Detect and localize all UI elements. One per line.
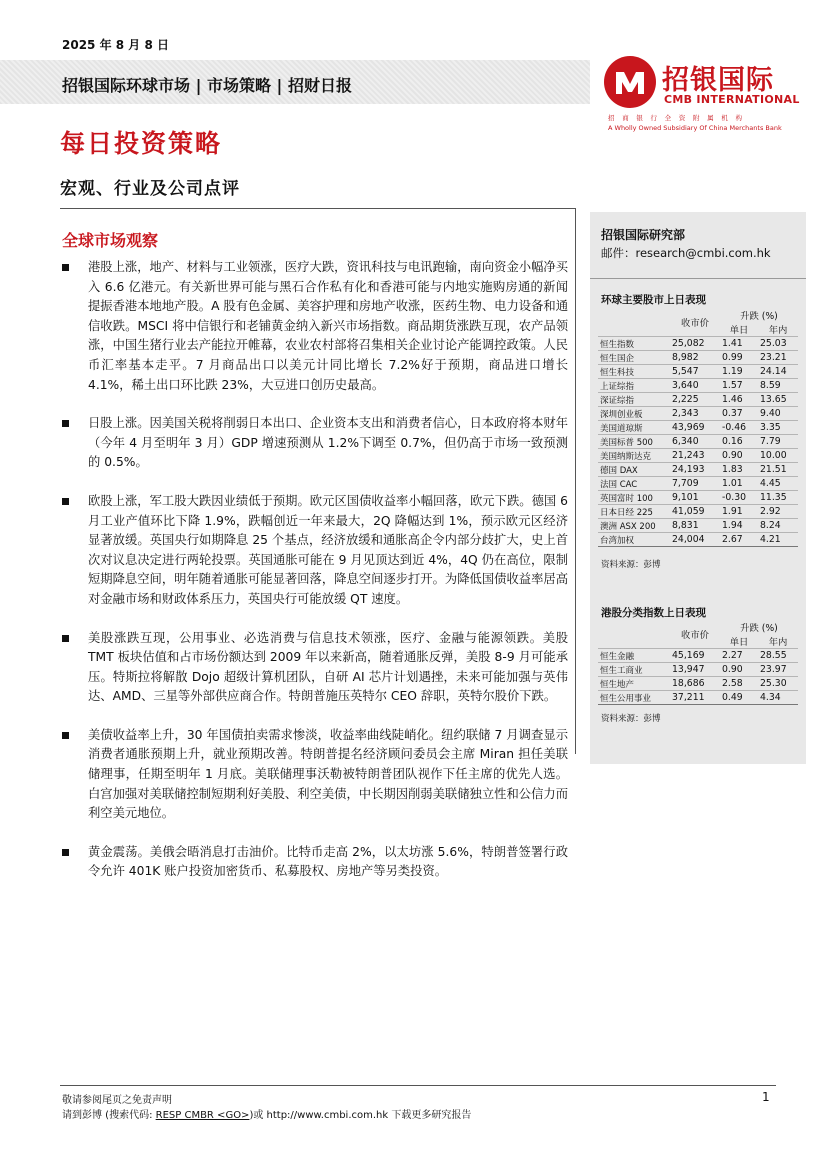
day-change-cell: 0.37 xyxy=(720,407,758,421)
ytd-change-cell: 24.14 xyxy=(758,365,798,379)
table2-header-blank xyxy=(598,620,670,634)
ytd-change-cell: 7.79 xyxy=(758,435,798,449)
day-change-cell: 1.01 xyxy=(720,477,758,491)
index-name-cell: 美国纳斯达克 xyxy=(598,449,670,463)
bullet-commodities: 黄金震荡。美俄会晤消息打击油价。比特币走高 2%，以太坊涨 5.6%，特朗普签署行政令允许 401K 账户投资加密货币、私募股权、房地产等另类投资。 xyxy=(62,843,568,882)
bullet-list xyxy=(62,258,568,901)
table2-header-day: 单日 xyxy=(729,637,749,648)
global-markets-table xyxy=(598,308,798,547)
table-row xyxy=(598,393,798,407)
day-change-cell: 1.83 xyxy=(720,463,758,477)
day-change-cell: 2.27 xyxy=(720,649,758,663)
bullet-us-treasury: 美债收益率上升，30 年国债拍卖需求惨淡，收益率曲线陡峭化。纽约联储 7 月调查显示消费者通胀预期上升，就业预期改善。特朗普提名经济顾问委员会主席 Miran 担任美联储理事，任期至明年 1 月底。美联储理事沃勒被特朗普团队视作下任主席的优先人选。白宫加强对美联储控制短期利好美股、利空美债，中长期因削弱美联储独立性和公信力而利空美元地位。 xyxy=(62,726,568,824)
ytd-change-cell: 2.92 xyxy=(758,505,798,519)
table2-header-ytd: 年内 xyxy=(768,637,788,648)
day-change-cell: 1.91 xyxy=(720,505,758,519)
close-cell: 8,982 xyxy=(670,351,720,365)
close-cell: 24,004 xyxy=(670,533,720,547)
table-row xyxy=(598,365,798,379)
company-logo xyxy=(604,56,800,136)
table1-title: 环球主要股市上日表现 xyxy=(601,294,706,306)
table-row xyxy=(598,519,798,533)
footer-divider xyxy=(60,1085,776,1086)
close-cell: 3,640 xyxy=(670,379,720,393)
day-change-cell: 1.41 xyxy=(720,337,758,351)
ytd-change-cell: 13.65 xyxy=(758,393,798,407)
day-change-cell: 0.90 xyxy=(720,663,758,677)
index-name-cell: 美国道琼斯 xyxy=(598,421,670,435)
table-row xyxy=(598,663,798,677)
day-change-cell: 1.46 xyxy=(720,393,758,407)
close-cell: 18,686 xyxy=(670,677,720,691)
footer-disclaimer: 敬请参阅尾页之免责声明 xyxy=(62,1095,172,1106)
research-dept: 招银国际研究部 xyxy=(601,228,686,242)
table1-source: 资料来源：彭博 xyxy=(601,560,661,570)
day-change-cell: 1.19 xyxy=(720,365,758,379)
close-cell: 13,947 xyxy=(670,663,720,677)
ytd-change-cell: 4.21 xyxy=(758,533,798,547)
index-name-cell: 恒生工商业 xyxy=(598,663,670,677)
ytd-change-cell: 23.97 xyxy=(758,663,798,677)
table-row xyxy=(598,463,798,477)
bullet-us-equity: 美股涨跌互现，公用事业、必选消费与信息技术领涨，医疗、金融与能源领跌。美股 TMT 板块估值和占市场份额达到 2009 年以来新高，随着通胀反弹，美股 8-9 月可能承压。特斯拉将解散 Dojo 超级计算机团队，自研 AI 芯片计划遇挫，未来可能加强与英伟达、AMD、三星等外部供应商合作。特朗普施压英特尔 CEO 辞职，英特尔股价下跌。 xyxy=(62,629,568,707)
index-name-cell: 美国标普 500 xyxy=(598,435,670,449)
section-title: 全球市场观察 xyxy=(62,231,159,250)
logo-mark-icon xyxy=(604,56,656,108)
table-row xyxy=(598,351,798,365)
ytd-change-cell: 10.00 xyxy=(758,449,798,463)
hk-sector-table xyxy=(598,620,798,705)
index-name-cell: 恒生国企 xyxy=(598,351,670,365)
footer-download xyxy=(62,1106,471,1121)
ytd-change-cell: 21.51 xyxy=(758,463,798,477)
index-name-cell: 台湾加权 xyxy=(598,533,670,547)
close-cell: 25,082 xyxy=(670,337,720,351)
sidebar xyxy=(590,212,806,764)
footer-download-pre: 请到彭博 (搜索代码: xyxy=(62,1110,156,1121)
footer-download-post: )或 http://www.cmbi.com.hk 下载更多研究报告 xyxy=(249,1110,472,1121)
table1-header-close: 收市价 xyxy=(681,318,709,329)
bullet-europe-market: 欧股上涨，军工股大跌因业绩低于预期。欧元区国债收益率小幅回落，欧元下跌。德国 6 月工业产值环比下降 1.9%，跌幅创近一年来最大，2Q 降幅达到 1%，预示欧元区经济显著放缓。英国央行如期降息 25 个基点，经济放缓和通胀高企令内部分歧扩大，史上首次对议息决定进行两轮投票。英国通胀可能在 9 月见顶达到近 4%，4Q 仍在高位，限制短期降息空间，明年随着通胀可能显著回落，降息空间逐步打开。为降低国债收益率居高对金融市场和财政体系压力，英国央行可能放缓 QT 速度。 xyxy=(62,492,568,610)
table-row xyxy=(598,435,798,449)
day-change-cell: 2.58 xyxy=(720,677,758,691)
close-cell: 6,340 xyxy=(670,435,720,449)
ytd-change-cell: 25.30 xyxy=(758,677,798,691)
close-cell: 45,169 xyxy=(670,649,720,663)
table2-header-close: 收市价 xyxy=(681,630,709,641)
close-cell: 9,101 xyxy=(670,491,720,505)
day-change-cell: 0.16 xyxy=(720,435,758,449)
table-row xyxy=(598,491,798,505)
main-title: 每日投资策略 xyxy=(60,129,223,158)
day-change-cell: 2.67 xyxy=(720,533,758,547)
table-row xyxy=(598,407,798,421)
day-change-cell: 0.49 xyxy=(720,691,758,705)
day-change-cell: 0.90 xyxy=(720,449,758,463)
ytd-change-cell: 3.35 xyxy=(758,421,798,435)
sub-title: 宏观、行业及公司点评 xyxy=(60,179,240,199)
table1-header-blank xyxy=(598,308,670,322)
index-name-cell: 深证综指 xyxy=(598,393,670,407)
contact-email[interactable]: 邮件：research@cmbi.com.hk xyxy=(601,246,771,260)
table2-source: 资料来源：彭博 xyxy=(601,714,661,724)
index-name-cell: 澳洲 ASX 200 xyxy=(598,519,670,533)
table-row xyxy=(598,505,798,519)
logo-subtitle-cn: 招 商 银 行 全 资 附 属 机 构 xyxy=(608,114,745,122)
table-row xyxy=(598,449,798,463)
table-row xyxy=(598,533,798,547)
divider-vertical xyxy=(575,208,576,754)
divider-horizontal xyxy=(60,208,575,209)
ytd-change-cell: 9.40 xyxy=(758,407,798,421)
close-cell: 43,969 xyxy=(670,421,720,435)
index-name-cell: 日本日经 225 xyxy=(598,505,670,519)
close-cell: 41,059 xyxy=(670,505,720,519)
day-change-cell: 1.57 xyxy=(720,379,758,393)
header-title: 招银国际环球市场 | 市场策略 | 招财日报 xyxy=(62,76,352,95)
footer-bloomberg-code[interactable]: RESP CMBR <GO> xyxy=(155,1110,250,1121)
page-number: 1 xyxy=(762,1090,770,1104)
close-cell: 2,225 xyxy=(670,393,720,407)
ytd-change-cell: 4.34 xyxy=(758,691,798,705)
ytd-change-cell: 23.21 xyxy=(758,351,798,365)
table-row xyxy=(598,649,798,663)
index-name-cell: 恒生指数 xyxy=(598,337,670,351)
day-change-cell: 0.99 xyxy=(720,351,758,365)
close-cell: 8,831 xyxy=(670,519,720,533)
table1-header-change: 升跌 (%) xyxy=(740,311,778,322)
close-cell: 7,709 xyxy=(670,477,720,491)
ytd-change-cell: 11.35 xyxy=(758,491,798,505)
bullet-japan-market: 日股上涨。因美国关税将削弱日本出口、企业资本支出和消费者信心，日本政府将本财年（今年 4 月至明年 3 月）GDP 增速预测从 1.2%下调至 0.7%，但仍高于市场一致预测的 0.5%。 xyxy=(62,414,568,473)
day-change-cell: -0.46 xyxy=(720,421,758,435)
table1-header-day: 单日 xyxy=(729,325,749,336)
report-date: 2025 年 8 月 8 日 xyxy=(62,38,169,52)
ytd-change-cell: 4.45 xyxy=(758,477,798,491)
table-row xyxy=(598,691,798,705)
ytd-change-cell: 8.24 xyxy=(758,519,798,533)
index-name-cell: 恒生金融 xyxy=(598,649,670,663)
table2-header-change: 升跌 (%) xyxy=(740,623,778,634)
close-cell: 37,211 xyxy=(670,691,720,705)
table-row xyxy=(598,421,798,435)
close-cell: 24,193 xyxy=(670,463,720,477)
index-name-cell: 深圳创业板 xyxy=(598,407,670,421)
ytd-change-cell: 28.55 xyxy=(758,649,798,663)
index-name-cell: 恒生地产 xyxy=(598,677,670,691)
sidebar-divider xyxy=(590,278,806,279)
logo-cn-name: 招银国际 xyxy=(662,65,774,96)
day-change-cell: 1.94 xyxy=(720,519,758,533)
index-name-cell: 德国 DAX xyxy=(598,463,670,477)
ytd-change-cell: 25.03 xyxy=(758,337,798,351)
table2-title: 港股分类指数上日表现 xyxy=(601,607,706,619)
ytd-change-cell: 8.59 xyxy=(758,379,798,393)
close-cell: 5,547 xyxy=(670,365,720,379)
index-name-cell: 英国富时 100 xyxy=(598,491,670,505)
table1-header-ytd: 年内 xyxy=(768,325,788,336)
table2-header-blank2 xyxy=(598,634,670,649)
index-name-cell: 上证综指 xyxy=(598,379,670,393)
logo-en-name: CMB INTERNATIONAL xyxy=(664,93,800,106)
index-name-cell: 恒生公用事业 xyxy=(598,691,670,705)
index-name-cell: 恒生科技 xyxy=(598,365,670,379)
index-name-cell: 法国 CAC xyxy=(598,477,670,491)
logo-subtitle-en: A Wholly Owned Subsidiary Of China Merchants Bank xyxy=(608,124,782,132)
table-row xyxy=(598,477,798,491)
table-row xyxy=(598,379,798,393)
table-row xyxy=(598,337,798,351)
close-cell: 21,243 xyxy=(670,449,720,463)
table-row xyxy=(598,677,798,691)
day-change-cell: -0.30 xyxy=(720,491,758,505)
close-cell: 2,343 xyxy=(670,407,720,421)
bullet-hk-market: 港股上涨，地产、材料与工业领涨，医疗大跌，资讯科技与电讯跑输，南向资金小幅净买入 6.6 亿港元。有关新世界可能与黑石合作私有化和香港可能与内地实施购房通的新闻提振香港本地地产股。A 股有色金属、美容护理和房地产收涨，医药生物、电力设备和通信收跌。MSCI 将中信银行和老铺黄金纳入新兴市场指数。商品期货涨跌互现，农产品领涨，中国生猪行业去产能拉开帷幕，农业农村部将召集相关企业讨论产能调控政策。人民币汇率基本走平。7 月商品出口以美元计同比增长 7.2%好于预期，商品进口增长 4.1%，稀土出口环比跌 23%，大豆进口创历史最高。 xyxy=(62,258,568,395)
table1-header-blank2 xyxy=(598,322,670,337)
